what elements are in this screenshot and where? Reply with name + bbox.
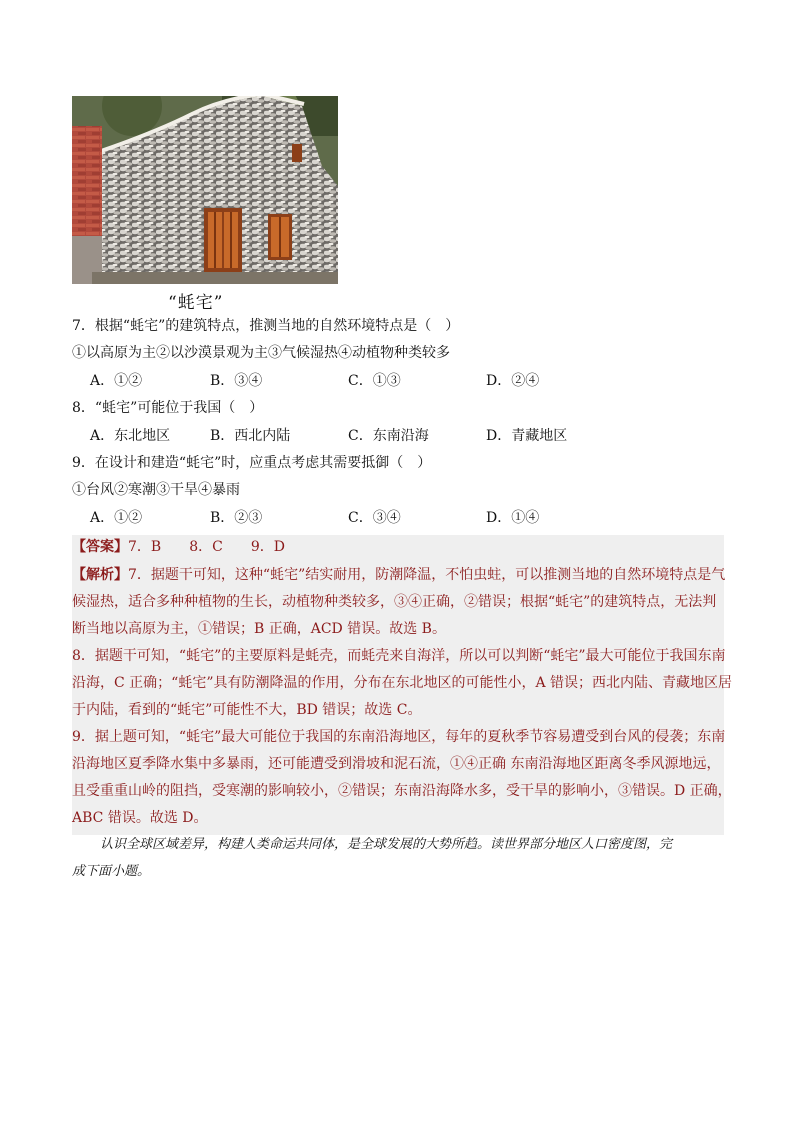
question-9-statements: ①台风②寒潮③干旱④暴雨 bbox=[72, 482, 240, 498]
answer-line bbox=[72, 537, 285, 557]
analysis-tag: 【解析】 bbox=[72, 567, 128, 583]
question-9-option-a: A．①② bbox=[90, 510, 143, 526]
answer-text: 7．B 8．C 9．D bbox=[128, 539, 285, 555]
analysis-line-4: 8．据题干可知，“蚝宅”的主要原料是蚝壳，而蚝壳来自海洋，所以可以判断“蚝宅”最大可能位于我国东南 bbox=[72, 648, 726, 664]
question-8-option-c: C．东南沿海 bbox=[348, 428, 429, 444]
analysis-text-1: 7．据题干可知，这种“蚝宅”结实耐用，防潮降温，不怕虫蛀，可以推测当地的自然环境特点是气 bbox=[128, 567, 726, 583]
question-7-statements: ①以高原为主②以沙漠景观为主③气候湿热④动植物种类较多 bbox=[72, 345, 450, 361]
question-8-option-b: B．西北内陆 bbox=[210, 428, 291, 444]
question-7-stem: 7．根据“蚝宅”的建筑特点，推测当地的自然环境特点是（ ） bbox=[72, 318, 460, 334]
analysis-line-1 bbox=[72, 565, 725, 585]
analysis-line-5: 沿海，C 正确；“蚝宅”具有防潮降温的作用，分布在东北地区的可能性小，A 错误；西北内陆、青藏地区居 bbox=[72, 675, 733, 691]
answer-tag: 【答案】 bbox=[72, 539, 128, 555]
analysis-line-10: ABC 错误。故选 D。 bbox=[72, 810, 208, 826]
question-9-option-c: C．③④ bbox=[348, 510, 401, 526]
question-9-stem: 9．在设计和建造“蚝宅”时，应重点考虑其需要抵御（ ） bbox=[72, 455, 432, 471]
question-7-option-a: A．①② bbox=[90, 373, 143, 389]
question-7-option-d: D．②④ bbox=[486, 373, 540, 389]
question-7-option-c: C．①③ bbox=[348, 373, 401, 389]
analysis-line-8: 沿海地区夏季降水集中多暴雨，还可能遭受到滑坡和泥石流，①④正确 东南沿海地区距离冬季风源地远， bbox=[72, 756, 721, 772]
question-9-option-b: B．②③ bbox=[210, 510, 263, 526]
analysis-line-9: 且受重重山岭的阻挡，受寒潮的影响较小，②错误；东南沿海降水多，受干旱的影响小，③错误。D 正确， bbox=[72, 783, 732, 799]
question-8-option-d: D．青藏地区 bbox=[486, 428, 568, 444]
analysis-line-3: 断当地以高原为主，①错误；B 正确，ACD 错误。故选 B。 bbox=[72, 621, 446, 637]
analysis-line-7: 9．据上题可知，“蚝宅”最大可能位于我国的东南沿海地区，每年的夏秋季节容易遭受到台风的侵袭；东南 bbox=[72, 729, 726, 745]
question-9-option-d: D．①④ bbox=[486, 510, 540, 526]
figure-caption: “蚝宅” bbox=[168, 293, 224, 313]
intro-line-1: 认识全球区域差异，构建人类命运共同体，是全球发展的大势所趋。读世界部分地区人口密度图，完 bbox=[100, 837, 673, 852]
oyster-house-photo bbox=[72, 96, 338, 284]
analysis-line-6: 于内陆，看到的“蚝宅”可能性不大，BD 错误；故选 C。 bbox=[72, 702, 422, 718]
analysis-line-2: 候湿热，适合多种种植物的生长，动植物种类较多，③④正确，②错误；根据“蚝宅”的建筑特点，无法判 bbox=[72, 594, 717, 610]
question-8-option-a: A．东北地区 bbox=[90, 428, 171, 444]
intro-line-2: 成下面小题。 bbox=[72, 864, 151, 879]
question-8-stem: 8．“蚝宅”可能位于我国（ ） bbox=[72, 400, 264, 416]
question-7-option-b: B．③④ bbox=[210, 373, 263, 389]
